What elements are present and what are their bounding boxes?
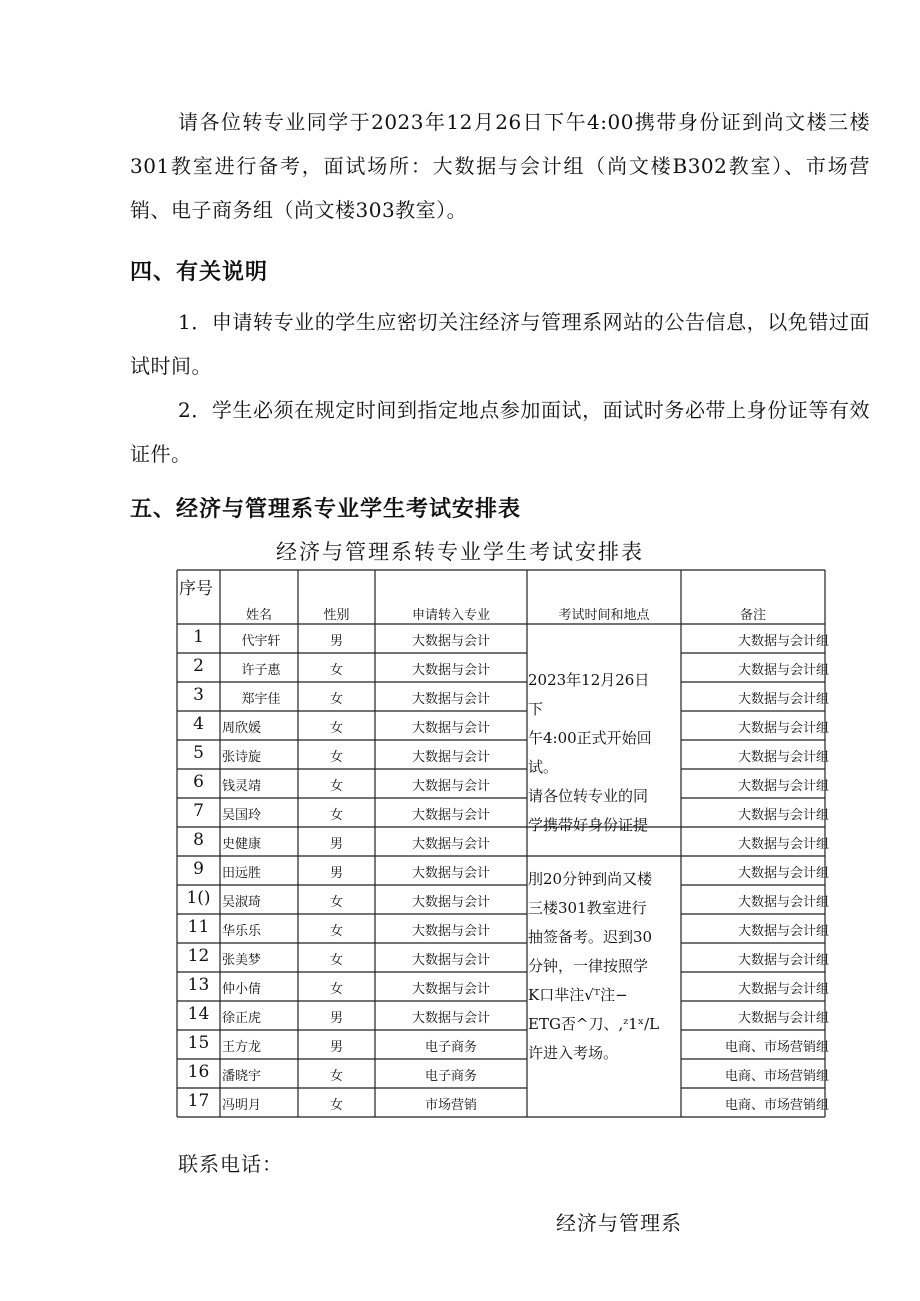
department-signature: 经济与管理系 [556,1211,682,1235]
row-no: 17 [187,1091,210,1111]
schedule-line: 试。 [528,758,559,776]
row-gender: 女 [329,721,343,736]
row-name: 郑宇佳 [241,692,281,707]
row-note: 大数据与会计组 [737,982,829,997]
schedule-line: 分钟，一律按照学 [528,957,649,975]
section-5-heading: 五、经济与管理系专业学生考试安排表 [130,497,522,522]
row-major: 大数据与会计 [411,953,490,968]
row-note: 大数据与会计组 [737,721,829,736]
row-gender: 女 [329,1098,343,1113]
row-note: 大数据与会计组 [737,837,829,852]
row-major: 大数据与会计 [411,663,490,678]
schedule-text-bottom [528,865,680,1068]
intro-paragraph: 请各位转专业同学于2023年12月26日下午4:00携带身份证到尚文楼三楼301教室进行备考，面试场所：大数据与会计组（尚文楼B302教室）、市场营销、电子商务组（尚文楼303教室）。 [130,110,870,222]
row-name: 王方龙 [222,1040,262,1055]
row-gender: 女 [329,953,343,968]
row-gender: 女 [329,982,343,997]
row-note: 电商、市场营销组 [724,1069,829,1084]
row-no: 12 [187,946,210,966]
note-item-1: 1．申请转专业的学生应密切关注经济与管理系网站的公告信息，以免错过面试时间。 [130,310,870,378]
row-gender: 男 [329,837,343,852]
row-name: 代宇轩 [241,634,281,649]
row-name: 钱灵靖 [222,779,262,794]
row-note: 大数据与会计组 [737,663,829,678]
row-note: 大数据与会计组 [737,692,829,707]
schedule-line: 刖20分钟到尚又楼 [528,870,653,888]
row-note: 大数据与会计组 [737,779,829,794]
row-no: 2 [193,656,204,676]
row-note: 大数据与会计组 [737,750,829,765]
row-note: 大数据与会计组 [737,634,829,649]
row-note: 大数据与会计组 [737,924,829,939]
row-gender: 女 [329,924,343,939]
row-name: 吴淑琦 [222,895,262,910]
row-note: 大数据与会计组 [737,895,829,910]
header-gender: 性别 [323,608,350,623]
row-name: 徐正虎 [222,1011,262,1026]
header-time-place: 考试时间和地点 [558,608,650,623]
row-name: 华乐乐 [222,924,262,939]
row-major: 大数据与会计 [411,982,490,997]
row-name: 田远胜 [222,866,262,881]
header-major: 申请转入专业 [411,608,490,623]
note-item-2: 2．学生必须在规定时间到指定地点参加面试，面试时务必带上身份证等有效证件。 [130,398,870,466]
row-no: 4 [193,714,204,734]
schedule-line: 2023年12月26日 [528,671,650,689]
contact-phone-label: 联系电话： [178,1152,283,1176]
row-gender: 女 [329,895,343,910]
row-major: 大数据与会计 [411,837,490,852]
row-major: 大数据与会计 [411,866,490,881]
table-title: 经济与管理系转专业学生考试安排表 [276,540,644,564]
row-note: 大数据与会计组 [737,866,829,881]
schedule-line: K口芈注√ᵀ注− [528,986,628,1004]
row-major: 电子商务 [424,1040,477,1055]
row-major: 大数据与会计 [411,808,490,823]
row-name: 许子惠 [241,663,281,678]
row-gender: 男 [329,1040,343,1055]
header-name: 姓名 [245,608,272,623]
row-major: 电子商务 [424,1069,477,1084]
schedule-line: 下 [528,700,544,718]
row-note: 电商、市场营销组 [724,1040,829,1055]
row-name: 冯明月 [222,1098,262,1113]
row-major: 大数据与会计 [411,779,490,794]
row-name: 仲小倩 [222,982,262,997]
section-4-heading: 四、有关说明 [130,260,269,285]
row-name: 周欣媛 [222,721,262,736]
row-no: 16 [187,1062,210,1082]
row-major: 大数据与会计 [411,924,490,939]
row-gender: 女 [329,663,343,678]
row-major: 大数据与会计 [411,750,490,765]
row-note: 电商、市场营销组 [724,1098,829,1113]
row-no: 13 [187,975,210,995]
row-gender: 女 [329,808,343,823]
row-no: 1() [186,888,211,908]
row-name: 张美梦 [222,953,262,968]
row-no: 5 [193,743,204,763]
row-major: 大数据与会计 [411,634,490,649]
row-gender: 女 [329,750,343,765]
row-note: 大数据与会计组 [737,808,829,823]
row-no: 3 [193,685,204,705]
schedule-line: 午4:00正式开始回 [528,729,652,747]
row-major: 大数据与会计 [411,692,490,707]
row-gender: 女 [329,692,343,707]
row-no: 1 [193,627,204,647]
row-no: 9 [193,859,204,879]
row-no: 11 [187,917,210,937]
row-no: 6 [193,772,204,792]
row-major: 大数据与会计 [411,895,490,910]
row-gender: 男 [329,634,343,649]
schedule-line: ETG否^刀、,ᶻ1ˣ/L [528,1015,660,1033]
schedule-line: 三楼301教室进行 [528,899,647,917]
row-name: 张诗旋 [222,750,262,765]
row-gender: 男 [329,866,343,881]
schedule-text-top [528,666,680,840]
row-major: 大数据与会计 [411,721,490,736]
row-major: 大数据与会计 [411,1011,490,1026]
row-major: 市场营销 [424,1098,477,1113]
row-gender: 女 [329,779,343,794]
schedule-line: 学携带好身份证提 [528,816,649,834]
row-name: 吴国玲 [222,808,262,823]
row-gender: 男 [329,1011,343,1026]
header-no: 序号 [179,579,213,599]
row-gender: 女 [329,1069,343,1084]
row-note: 大数据与会计组 [737,1011,829,1026]
schedule-line: 许进入考场。 [528,1044,619,1062]
row-name: 史健康 [222,837,262,852]
row-no: 7 [193,801,204,821]
row-name: 潘晓宇 [222,1069,262,1084]
header-note: 备注 [739,608,766,623]
row-note: 大数据与会计组 [737,953,829,968]
row-no: 14 [187,1004,210,1024]
schedule-line: 请各位转专业的同 [528,787,649,805]
row-no: 15 [187,1033,210,1053]
schedule-line: 抽签备考。迟到30 [528,928,653,946]
row-no: 8 [193,830,204,850]
